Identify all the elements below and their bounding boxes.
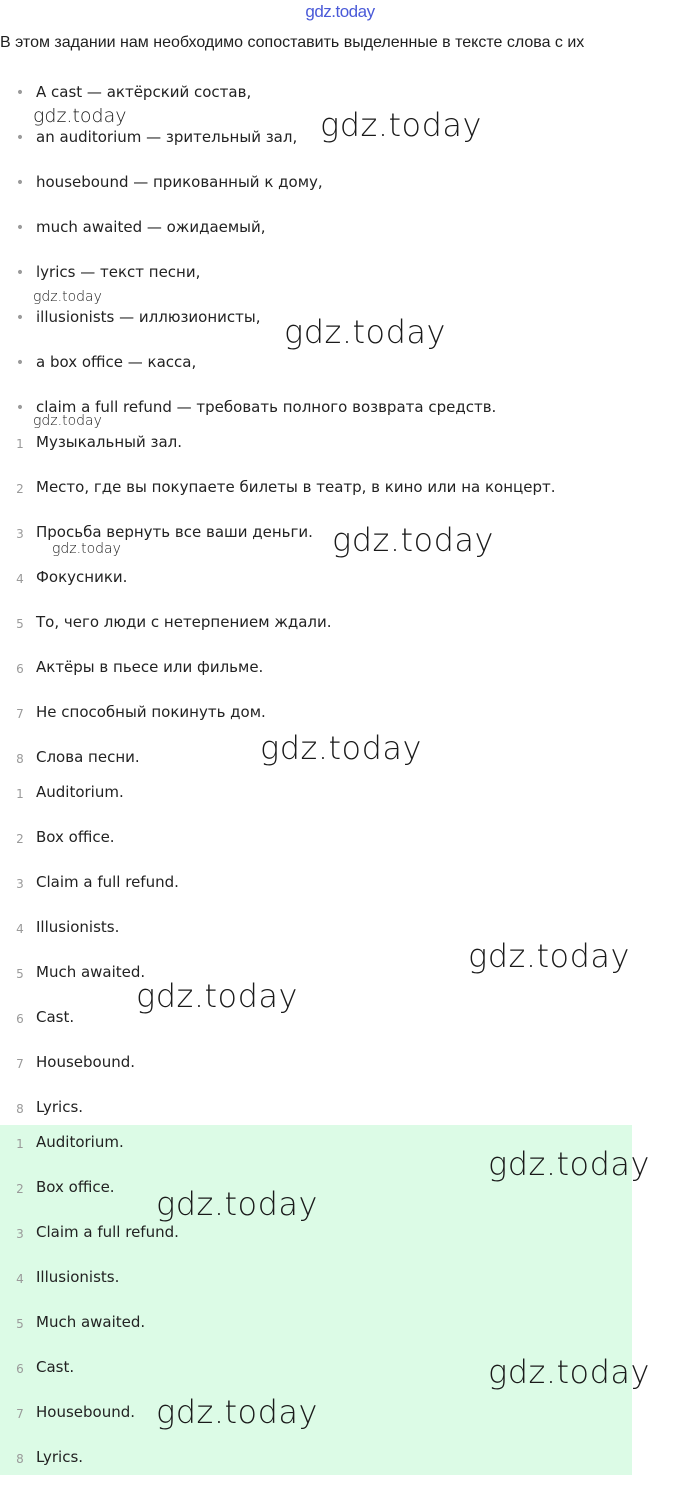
item-number: 5 (16, 1317, 24, 1331)
list-item (0, 170, 680, 215)
answer-text: Cast. (36, 1358, 75, 1376)
answer-text: Box office. (36, 1178, 115, 1196)
list-item (0, 215, 680, 260)
vocabulary-item: an auditorium — зрительный зал, (36, 128, 298, 146)
watermark: gdz.today (284, 313, 446, 351)
item-number: 2 (16, 832, 24, 846)
list-item (0, 610, 680, 655)
site-logo[interactable]: gdz.today (305, 2, 375, 21)
answer-text: Illusionists. (36, 1268, 120, 1286)
answer-text: Illusionists. (36, 918, 120, 936)
item-number: 1 (16, 1137, 24, 1151)
list-item (0, 125, 680, 170)
answer-text: Auditorium. (36, 1133, 124, 1151)
list-item (0, 350, 680, 395)
item-number: 2 (16, 482, 24, 496)
watermark: gdz.today (260, 729, 422, 767)
bullet-icon: • (15, 220, 25, 236)
definition-text: Фокусники. (36, 568, 128, 586)
list-item (0, 305, 680, 350)
list-item (0, 1265, 680, 1310)
item-number: 7 (16, 1407, 24, 1421)
definitions-list (0, 430, 680, 790)
item-number: 4 (16, 1272, 24, 1286)
list-item (0, 1005, 680, 1050)
list-item (0, 655, 680, 700)
answers-list (0, 780, 680, 1140)
item-number: 2 (16, 1182, 24, 1196)
list-item (0, 960, 680, 1005)
watermark: gdz.today (488, 1145, 650, 1183)
item-number: 7 (16, 707, 24, 721)
definition-text: Не способный покинуть дом. (36, 703, 266, 721)
list-item (0, 260, 680, 305)
definition-text: То, чего люди с нетерпением ждали. (36, 613, 332, 631)
item-number: 7 (16, 1057, 24, 1071)
intro-text: В этом задании нам необходимо сопоставить выделенные в тексте слова с их (0, 34, 585, 51)
item-number: 3 (16, 1227, 24, 1241)
answer-text: Much awaited. (36, 963, 146, 981)
item-number: 1 (16, 787, 24, 801)
list-item (0, 1130, 680, 1175)
item-number: 8 (16, 1452, 24, 1466)
vocabulary-item: a box office — касса, (36, 353, 197, 371)
watermark: gdz.today (33, 413, 102, 429)
item-number: 4 (16, 922, 24, 936)
list-item (0, 825, 680, 870)
watermark: gdz.today (156, 1185, 318, 1223)
watermark: gdz.today (52, 541, 121, 557)
answer-text: Housebound. (36, 1403, 136, 1421)
bullet-icon: • (15, 355, 25, 371)
definition-text: Место, где вы покупаете билеты в театр, в кино или на концерт. (36, 478, 556, 496)
vocabulary-item: illusionists — иллюзионисты, (36, 308, 261, 326)
list-item (0, 1310, 680, 1355)
item-number: 4 (16, 572, 24, 586)
list-item (0, 1050, 680, 1095)
list-item (0, 1175, 680, 1220)
watermark: gdz.today (320, 106, 482, 144)
definition-text: Слова песни. (36, 748, 140, 766)
item-number: 6 (16, 1012, 24, 1026)
watermark: gdz.today (33, 105, 127, 127)
list-item (0, 700, 680, 745)
vocabulary-list (0, 80, 680, 440)
item-number: 5 (16, 617, 24, 631)
watermark: gdz.today (488, 1353, 650, 1391)
list-item (0, 1355, 680, 1400)
bullet-icon: • (15, 265, 25, 281)
vocabulary-item: much awaited — ожидаемый, (36, 218, 266, 236)
definition-text: Просьба вернуть все ваши деньги. (36, 523, 313, 541)
list-item (0, 80, 680, 125)
bullet-icon: • (15, 310, 25, 326)
watermark: gdz.today (332, 521, 494, 559)
definition-text: Музыкальный зал. (36, 433, 183, 451)
vocabulary-item: housebound — прикованный к дому, (36, 173, 323, 191)
watermark: gdz.today (468, 937, 630, 975)
answer-text: Housebound. (36, 1053, 136, 1071)
answer-text: Much awaited. (36, 1313, 146, 1331)
list-item (0, 475, 680, 520)
answer-text: Cast. (36, 1008, 75, 1026)
list-item (0, 1445, 680, 1490)
watermark: gdz.today (156, 1393, 318, 1431)
answer-text: Auditorium. (36, 783, 124, 801)
item-number: 3 (16, 877, 24, 891)
list-item (0, 430, 680, 475)
vocabulary-item: A cast — актёрский состав, (36, 83, 252, 101)
list-item (0, 1400, 680, 1445)
vocabulary-item: claim a full refund — требовать полного возврата средств. (36, 398, 497, 416)
bullet-icon: • (15, 175, 25, 191)
vocabulary-item: lyrics — текст песни, (36, 263, 201, 281)
definition-text: Актёры в пьесе или фильме. (36, 658, 264, 676)
final-answers-list (0, 1130, 680, 1490)
item-number: 5 (16, 967, 24, 981)
answer-text: Lyrics. (36, 1098, 84, 1116)
bullet-icon: • (15, 130, 25, 146)
list-item (0, 870, 680, 915)
list-item (0, 915, 680, 960)
list-item (0, 1220, 680, 1265)
item-number: 6 (16, 1362, 24, 1376)
bullet-icon: • (15, 85, 25, 101)
item-number: 8 (16, 752, 24, 766)
list-item (0, 520, 680, 565)
list-item (0, 780, 680, 825)
item-number: 6 (16, 662, 24, 676)
answer-text: Claim a full refund. (36, 1223, 179, 1241)
item-number: 3 (16, 527, 24, 541)
answer-text: Lyrics. (36, 1448, 84, 1466)
list-item (0, 565, 680, 610)
watermark: gdz.today (33, 289, 102, 305)
item-number: 1 (16, 437, 24, 451)
answer-text: Claim a full refund. (36, 873, 179, 891)
item-number: 8 (16, 1102, 24, 1116)
bullet-icon: • (15, 400, 25, 416)
answer-text: Box office. (36, 828, 115, 846)
watermark: gdz.today (136, 977, 298, 1015)
